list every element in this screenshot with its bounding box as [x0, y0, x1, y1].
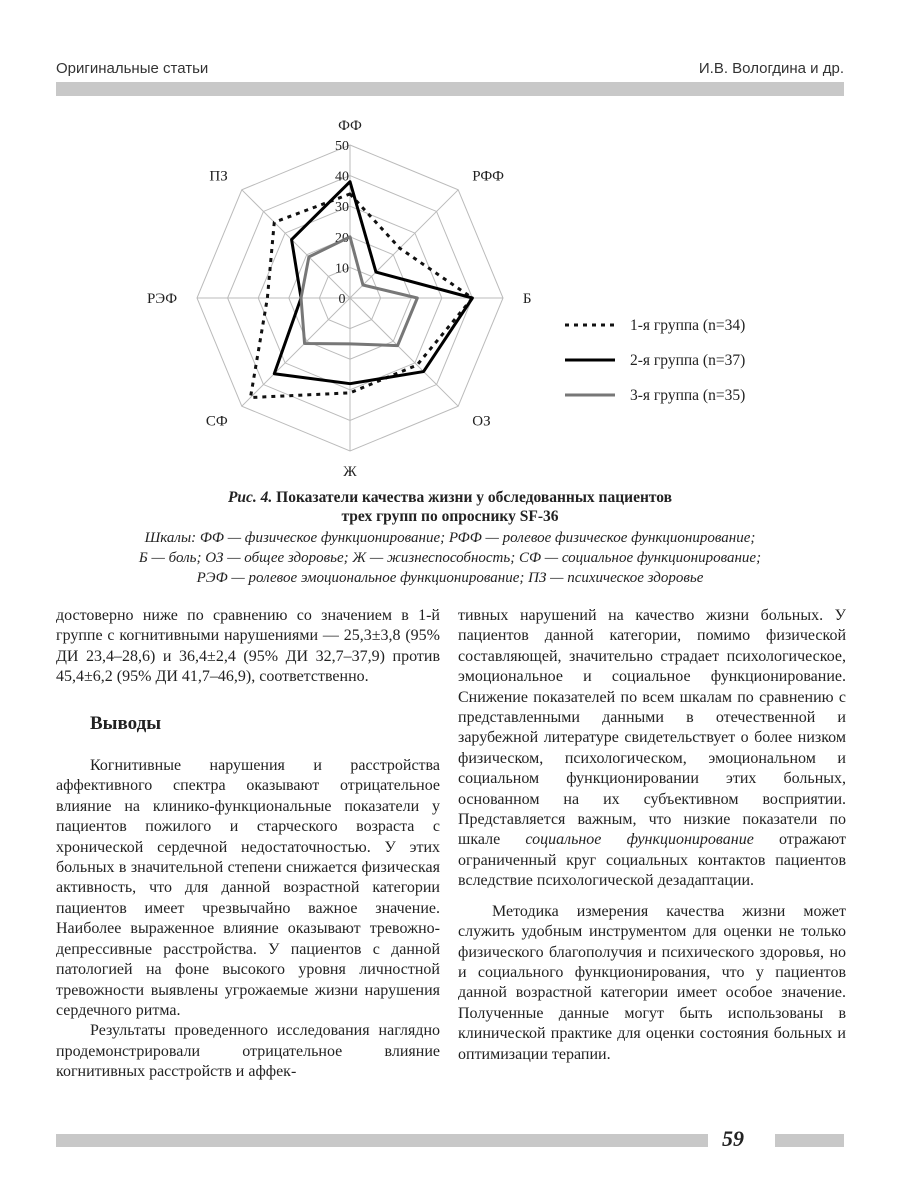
- axis-label: ФФ: [338, 118, 362, 135]
- emphasis: социальное функционирование: [525, 831, 754, 849]
- caption-title-line2: трех групп по опроснику SF-36: [341, 508, 559, 525]
- tick-label: 20: [335, 230, 349, 246]
- axis-label: ПЗ: [209, 168, 228, 185]
- legend-label: 1-я группа (n=34): [630, 317, 746, 334]
- header-bar: [56, 82, 844, 96]
- tick-label: 30: [335, 200, 349, 216]
- figure-label: Рис. 4.: [227, 489, 273, 506]
- caption-title: [60, 488, 840, 526]
- footer-bar: [56, 1134, 708, 1147]
- tick-label: 50: [335, 139, 349, 154]
- axis-label: РЭФ: [146, 291, 178, 307]
- section-heading: Выводы: [90, 712, 162, 734]
- caption-scales: [60, 528, 840, 588]
- footer-bar-right: [775, 1134, 844, 1147]
- chart-series: [250, 182, 472, 398]
- axis-label: Ж: [343, 463, 357, 480]
- scales-line2: Б — боль; ОЗ — общее здоровье; Ж — жизнеспособность; СФ — социальное функционирование;: [138, 550, 762, 566]
- paragraph: Результаты проведенного исследования наглядно продемонстрировали отрицательное влияние когнитивных расстройств и аффек-: [56, 1022, 440, 1081]
- section-title: Оригинальные статьи: [56, 60, 209, 77]
- axis-label: Б: [522, 291, 532, 307]
- right-column: [458, 606, 846, 1065]
- tick-label: 40: [335, 169, 349, 185]
- running-header: [56, 60, 844, 82]
- paragraph: достоверно ниже по сравнению со значением в 1-й группе с когнитивными нарушениями — 25,3±3,8 (95% ДИ 23,4–28,6) и 36,4±2,4 (95% ДИ 32,7–37,9) против 45,4±6,2 (95% ДИ 41,7–46,9), соответственно.: [56, 607, 440, 686]
- legend-label: 2-я группа (n=37): [630, 352, 746, 369]
- axis-label: ОЗ: [472, 413, 491, 430]
- paragraph-part: отражают ограниченный круг социальных контактов пациентов вследствие психологической дезадаптации.: [458, 831, 846, 890]
- figure-caption: [60, 488, 840, 588]
- scales-line1: Шкалы: ФФ — физическое функционирование; РФФ — ролевое физическое функционирование;: [144, 530, 756, 546]
- paragraph: Методика измерения качества жизни может служить удобным инструментом для оценки не только физического благополучия и психического здоровья, но и социального функционирования, что у пациентов данной возрастной категории имеет особое значение. Полученные данные могут быть использованы в клинической практике для оценки состояния больных и оптимизации терапии.: [458, 902, 846, 1063]
- paragraph-part: тивных нарушений на качество жизни больных. У пациентов данной категории, помимо физической составляющей, значительно страдает психологическое, эмоциональное и социальное функционирование. Снижение показателей по всем шкалам по сравнению с представленными данными в отечественной и зарубежной литературе свидетельствует о более низком физическом, психологическом, эмоциональном и социальном функционировании этих больных, основанном на их субъективном восприятии. Представляется важным, что низкие показатели по шкале: [458, 607, 846, 849]
- page-number: 59: [722, 1126, 744, 1151]
- authors: И.В. Вологдина и др.: [698, 60, 844, 77]
- axis-label: РФФ: [472, 168, 505, 185]
- scales-line3: РЭФ — ролевое эмоциональное функционирование; ПЗ — психическое здоровье: [196, 570, 704, 586]
- legend-label: 3-я группа (n=35): [630, 387, 746, 404]
- tick-label: 0: [338, 292, 346, 307]
- radar-chart: [120, 110, 800, 495]
- axis-label: СФ: [205, 413, 228, 430]
- left-column: [56, 606, 440, 1083]
- paragraph: Когнитивные нарушения и расстройства аффективного спектра оказывают отрицательное влияние на клинико-функциональные показатели у пациентов пожилого и старческого возраста с хронической сердечной недостаточностью. У этих больных в значительной степени снижается физическая активность, что для данной возрастной категории пациентов имеет чрезвычайно важное значение. Наиболее выраженное влияние оказывают тревожно-депрессивные расстройства. У пациентов с данной патологией на фоне высокого уровня личностной тревожности выявлены угрожаемые жизни нарушения сердечного ритма.: [56, 757, 440, 1019]
- chart-legend: [565, 317, 745, 404]
- caption-title-line1: Показатели качества жизни у обследованных пациентов: [276, 489, 673, 506]
- paragraph: [458, 606, 846, 892]
- tick-label: 10: [335, 261, 349, 277]
